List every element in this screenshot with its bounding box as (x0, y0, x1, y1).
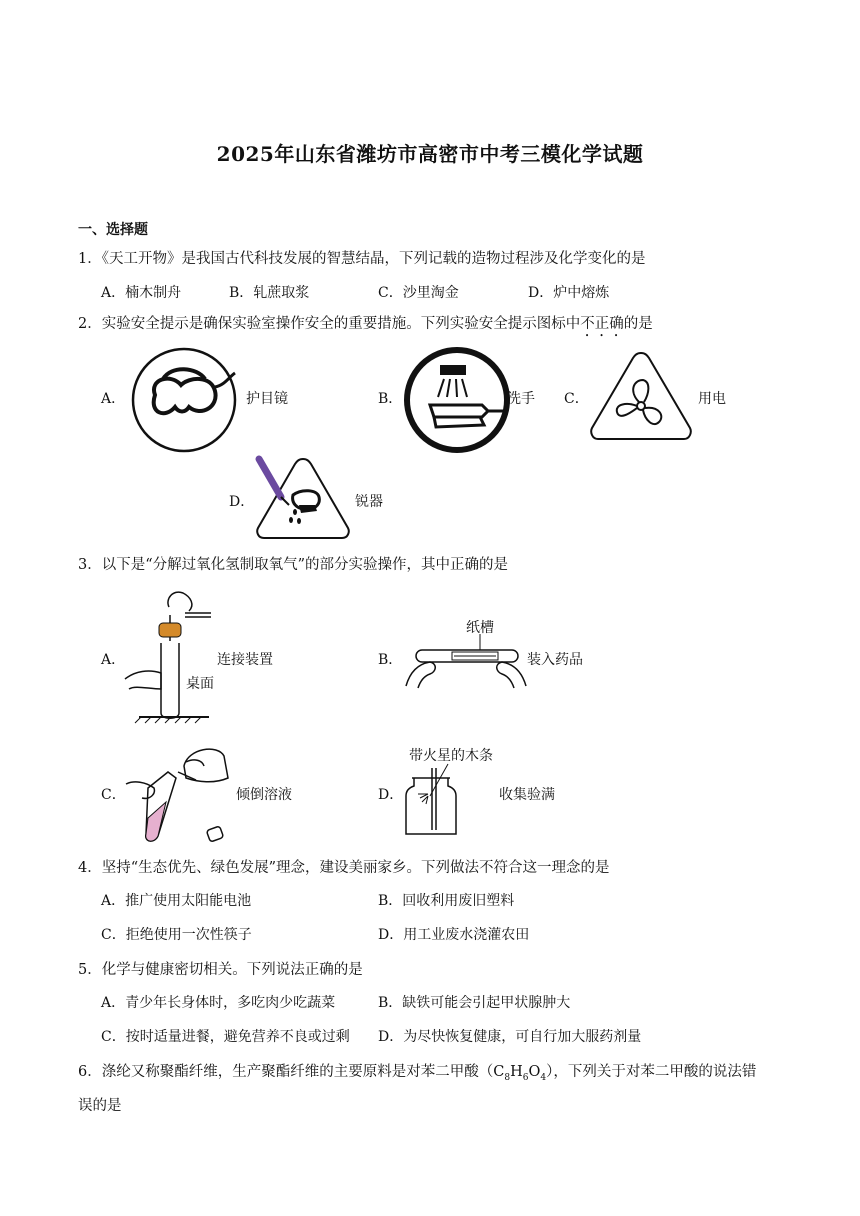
question-1-stem: 1．《天工开物》是我国古代科技发展的智慧结晶，下列记载的造物过程涉及化学变化的是 (78, 251, 646, 267)
q2-letter-b: B． (378, 391, 403, 407)
goggles-icon (131, 347, 237, 453)
q5-option-b: B．缺铁可能会引起甲状腺肿大 (378, 995, 571, 1011)
q2-label-handwash: 洗手 (507, 391, 535, 407)
load-reagent-figure (402, 632, 532, 690)
q1-option-c: C．沙里淘金 (378, 285, 459, 301)
q2-emphasis-text: 不正确 (580, 316, 624, 332)
q3-paper-label: 纸槽 (466, 620, 494, 636)
fan-icon (589, 350, 693, 442)
section-heading: 一、选择题 (78, 222, 148, 238)
handwash-icon (404, 347, 510, 453)
q3-letter-b: B． (378, 652, 403, 668)
q3-letter-c: C． (101, 787, 126, 803)
q1-option-d: D．炉中熔炼 (528, 285, 610, 301)
q5-option-a: A．青少年长身体时，多吃肉少吃蔬菜 (101, 995, 336, 1011)
q2-label-electric: 用电 (698, 391, 726, 407)
sharps-icon (255, 455, 351, 541)
q4-option-d: D．用工业废水浇灌农田 (378, 927, 530, 943)
page-title: 2025年山东省潍坊市高密市中考三模化学试题 (216, 142, 644, 166)
q4-option-a: A．推广使用太阳能电池 (101, 893, 252, 909)
q2-label-sharps: 锐器 (355, 494, 383, 510)
collect-gas-figure (402, 764, 466, 838)
question-2-stem (78, 312, 653, 340)
q2-letter-c: C． (564, 391, 589, 407)
q6-stem-part-b: ），下列关于对苯二甲酸的说法错 (546, 1064, 757, 1080)
question-3-stem: 3．以下是“分解过氧化氢制取氧气”的部分实验操作，其中正确的是 (78, 557, 509, 573)
q6-stem-part-a: 6．涤纶又称聚酯纤维，生产聚酯纤维的主要原料是对苯二甲酸（ (78, 1064, 494, 1080)
q3-label-load: 装入药品 (527, 652, 583, 668)
q3-desk-label: 桌面 (186, 676, 214, 692)
question-4-stem: 4．坚持“生态优先、绿色发展”理念，建设美丽家乡。下列做法不符合这一理念的是 (78, 860, 610, 876)
q3-splint-label: 带火星的木条 (409, 748, 493, 764)
question-6-stem (78, 1060, 756, 1083)
q4-option-b: B．回收利用废旧塑料 (378, 893, 515, 909)
q3-label-connect: 连接装置 (217, 652, 273, 668)
chemical-formula: $C_8H_6O_4$ (493, 1064, 547, 1083)
q3-label-pour: 倾倒溶液 (236, 787, 292, 803)
pour-solution-figure (124, 738, 234, 848)
connect-apparatus-figure (125, 585, 225, 725)
q3-letter-d: D． (378, 787, 404, 803)
q4-option-c: C．拒绝使用一次性筷子 (101, 927, 252, 943)
q5-option-d: D．为尽快恢复健康，可自行加大服药剂量 (378, 1029, 642, 1045)
q2-letter-d: D． (229, 494, 255, 510)
q1-option-a: A．楠木制舟 (101, 285, 182, 301)
q3-label-collect: 收集验满 (499, 787, 555, 803)
question-6-stem-continued: 误的是 (78, 1098, 122, 1114)
q1-option-b: B．轧蔗取浆 (229, 285, 310, 301)
question-5-stem: 5．化学与健康密切相关。下列说法正确的是 (78, 962, 363, 978)
q2-letter-a: A． (101, 391, 126, 407)
q2-label-goggles: 护目镜 (246, 391, 288, 407)
q2-stem-part-a: 2．实验安全提示是确保实验室操作安全的重要措施。下列实验安全提示图标中 (78, 316, 581, 332)
q3-letter-a: A． (101, 652, 126, 668)
q5-option-c: C．按时适量进餐，避免营养不良或过剩 (101, 1029, 350, 1045)
q2-stem-part-b: 的是 (623, 316, 653, 332)
